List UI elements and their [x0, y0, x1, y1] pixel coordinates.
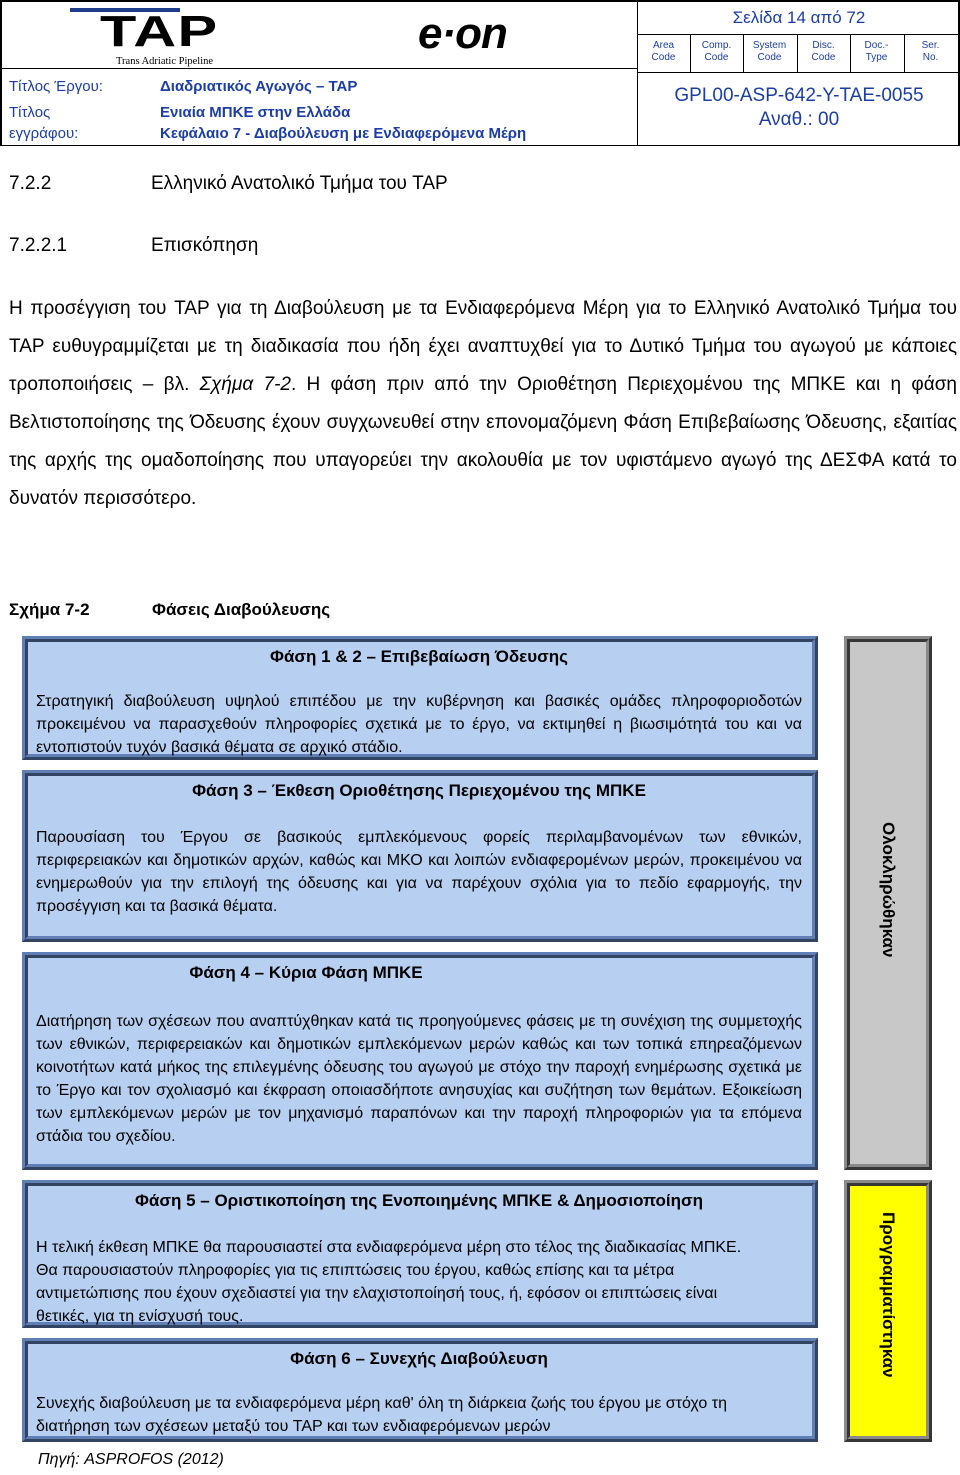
side-bar-planned	[844, 1180, 932, 1442]
code-column-label: System	[752, 40, 787, 51]
doc-title-label: εγγράφου:	[9, 125, 79, 142]
side-label-completed: Ολοκληρώθηκαν	[879, 822, 898, 958]
tap-logo-wordmark: TAP	[100, 7, 219, 56]
paragraph-text: . Η φάση πριν από την Οριοθέτηση Περιεχομένου της ΜΠΚΕ και η φάση Βελτιστοποίησης της Όδευσης έχουν συγχωνευθεί στην επονομαζόμενη Φάση Επιβεβαίωσης Όδευσης, εξαιτίας της αρχής της ομαδοποίησης που υπαγορεύει την ακολουθία με τον υφιστάμενο αγωγό της ΔΕΣΦΑ κατά το δυνατόν περισσότερο.	[9, 374, 957, 509]
section-number: 7.2.2	[9, 173, 52, 194]
phase-description: Η τελική έκθεση ΜΠΚΕ θα παρουσιαστεί στα ενδιαφερόμενα μέρη στο τέλος της διαδικασίας ΜΠΚΕ. Θα παρουσιαστούν πληροφορίες για τις επιπτώσεις του έργου, καθώς επίσης και τα μέτρα αντιμετώπισης που έχουν σχεδιαστεί για την ελαχιστοποίησή τους, ή, εφόσον οι επιπτώσεις είναι θετικές, για τη ενίσχυσή τους.	[36, 1239, 742, 1325]
phase-title: Φάση 5 – Οριστικοποίηση της Ενοποιημένης ΜΠΚΕ & Δημοσιοποίηση	[134, 1191, 704, 1210]
header-border-top	[0, 0, 960, 2]
subsection-heading	[9, 235, 258, 257]
header-divider-codes-top	[637, 34, 960, 35]
code-column-label: Code	[704, 52, 729, 63]
header-divider-left	[0, 68, 638, 69]
code-column-label: Comp.	[701, 40, 732, 51]
code-column-doctype	[850, 40, 903, 64]
project-title-value: Διαδριατικός Αγωγός – TAP	[160, 78, 358, 95]
page-info: Σελίδα 14 από 72	[732, 8, 866, 27]
figure-reference: Σχήμα 7-2	[199, 374, 291, 395]
phase-title: Φάση 3 – Έκθεση Οριοθέτησης Περιεχομένου της ΜΠΚΕ	[192, 781, 646, 800]
figure-number: Σχήμα 7-2	[9, 600, 90, 619]
doc-title-value: Ενιαία ΜΠΚΕ στην Ελλάδα	[160, 104, 351, 121]
code-column-label: Code	[651, 52, 676, 63]
phase-description: Διατήρηση των σχέσεων που αναπτύχθηκαν κατά τις προηγούμενες φάσεις με τη συνέχιση της συμμετοχής των εθνικών, περιφερειακών και δημοτικών εμπλεκόμενων μερών καθώς και των τοπικά επηρεαζόμενων κοινοτήτων κατά μήκος της επιλεγμένης όδευσης του αγωγού με στόχο την παροχή ενημέρωσης σχετικά με το Έργο και τον σχολιασμό και έκφραση οποιασδήποτε ανησυχίας και συζήτηση των θεμάτων. Εξοικείωση των εμπλεκόμενων μερών με τον μηχανισμό παραπόνων και την παροχή πληροφοριών για τα επόμενα στάδια του σχεδίου.	[36, 1013, 802, 1145]
phase-title: Φάση 6 – Συνεχής Διαβούλευση	[290, 1349, 548, 1368]
code-column-label: Code	[757, 52, 782, 63]
figure-caption	[9, 600, 330, 620]
code-column-label: No.	[922, 52, 939, 63]
section-heading	[9, 173, 448, 195]
phase-box-4	[22, 952, 818, 1170]
code-column-label: Type	[865, 52, 888, 63]
eon-logo: e·on	[418, 9, 507, 58]
code-column-system	[743, 40, 796, 64]
phase-description: Παρουσίαση του Έργου σε βασικούς εμπλεκόμενους φορείς περιλαμβανομένων των εθνικών, περιφερειακών και δημοτικών αρχών, καθώς και ΜΚΟ και λοιπών ενδιαφερομένων μερών, προκειμένου να ενημερωθούν για την επιλογή της όδευσης και για να παρέχουν σχόλια για το πεδίο εφαρμογής, την προσέγγιση και τα βασικά θέματα.	[36, 829, 802, 915]
code-column-disc	[797, 40, 850, 64]
paragraph-text: Η προσέγγιση του TAP για τη Διαβούλευση με τα Ενδιαφερόμενα Μέρη για το Ελληνικό Ανατολικό Τμήμα του TAP ευθυγραμμίζεται με τη διαδικασία που ήδη έχει αναπτυχθεί για το Δυτικό Τμήμα του αγωγού με κάποιες τροποποιήσεις – βλ.	[9, 298, 957, 395]
phase-box-3	[22, 770, 818, 942]
code-column-area	[637, 40, 690, 64]
doc-title-label: Τίτλος	[9, 104, 51, 121]
project-title-label: Τίτλος Έργου:	[9, 78, 103, 95]
doc-number-block	[638, 84, 960, 132]
phase-box-5	[22, 1180, 818, 1328]
doc-revision: Αναθ.: 00	[758, 109, 840, 130]
phase-box-6	[22, 1338, 818, 1442]
subsection-number: 7.2.2.1	[9, 235, 68, 256]
header-border-left	[0, 0, 2, 146]
code-column-label: Area	[652, 40, 675, 51]
phase-title: Φάση 1 & 2 – Επιβεβαίωση Όδευσης	[270, 647, 568, 666]
tap-logo	[70, 7, 260, 67]
phase-title: Φάση 4 – Κύρια Φάση ΜΠΚΕ	[189, 963, 423, 982]
code-column-label: Ser.	[921, 40, 940, 51]
code-column-label: Doc.-	[864, 40, 889, 51]
doc-chapter-value: Κεφάλαιο 7 - Διαβούλευση με Ενδιαφερόμενα Μέρη	[160, 125, 527, 142]
code-column-comp	[690, 40, 743, 64]
side-label-planned: Προγραμματίστηκαν	[879, 1212, 898, 1378]
section-title: Ελληνικό Ανατολικό Τμήμα του TAP	[151, 173, 448, 194]
side-bar-completed	[844, 636, 932, 1170]
phase-description: Συνεχής διαβούλευση με τα ενδιαφερόμενα μέρη καθ' όλη τη διάρκεια ζωής του έργου με στόχο τη διατήρηση των σχέσεων μεταξύ του TAP και των ενδιαφερόμενων μερών	[36, 1395, 727, 1435]
code-column-serno	[904, 40, 957, 64]
phase-description: Στρατηγική διαβούλευση υψηλού επιπέδου με την κυβέρνηση και βασικές ομάδες πληροφοριοδοτών προκειμένου να παρασχεθούν πληροφορίες σχετικά με το έργο, να εκτιμηθεί η βιωσιμότητά του και να εντοπιστούν τυχόν βασικά θέματα σε αρχικό στάδιο.	[36, 693, 802, 756]
tap-logo-subtitle: Trans Adriatic Pipeline	[116, 56, 214, 67]
subsection-title: Επισκόπηση	[151, 235, 259, 256]
code-column-label: Code	[811, 52, 836, 63]
code-column-label: Disc.	[812, 40, 835, 51]
figure-title: Φάσεις Διαβούλευσης	[152, 600, 331, 619]
body-paragraph	[9, 290, 957, 518]
figure-source: Πηγή: ASPROFOS (2012)	[38, 1451, 224, 1468]
header-divider-codes-bottom	[637, 72, 960, 73]
doc-number: GPL00-ASP-642-Y-TAE-0055	[674, 85, 924, 106]
header-border-bottom	[0, 145, 960, 146]
phase-box-1-2	[22, 636, 818, 760]
